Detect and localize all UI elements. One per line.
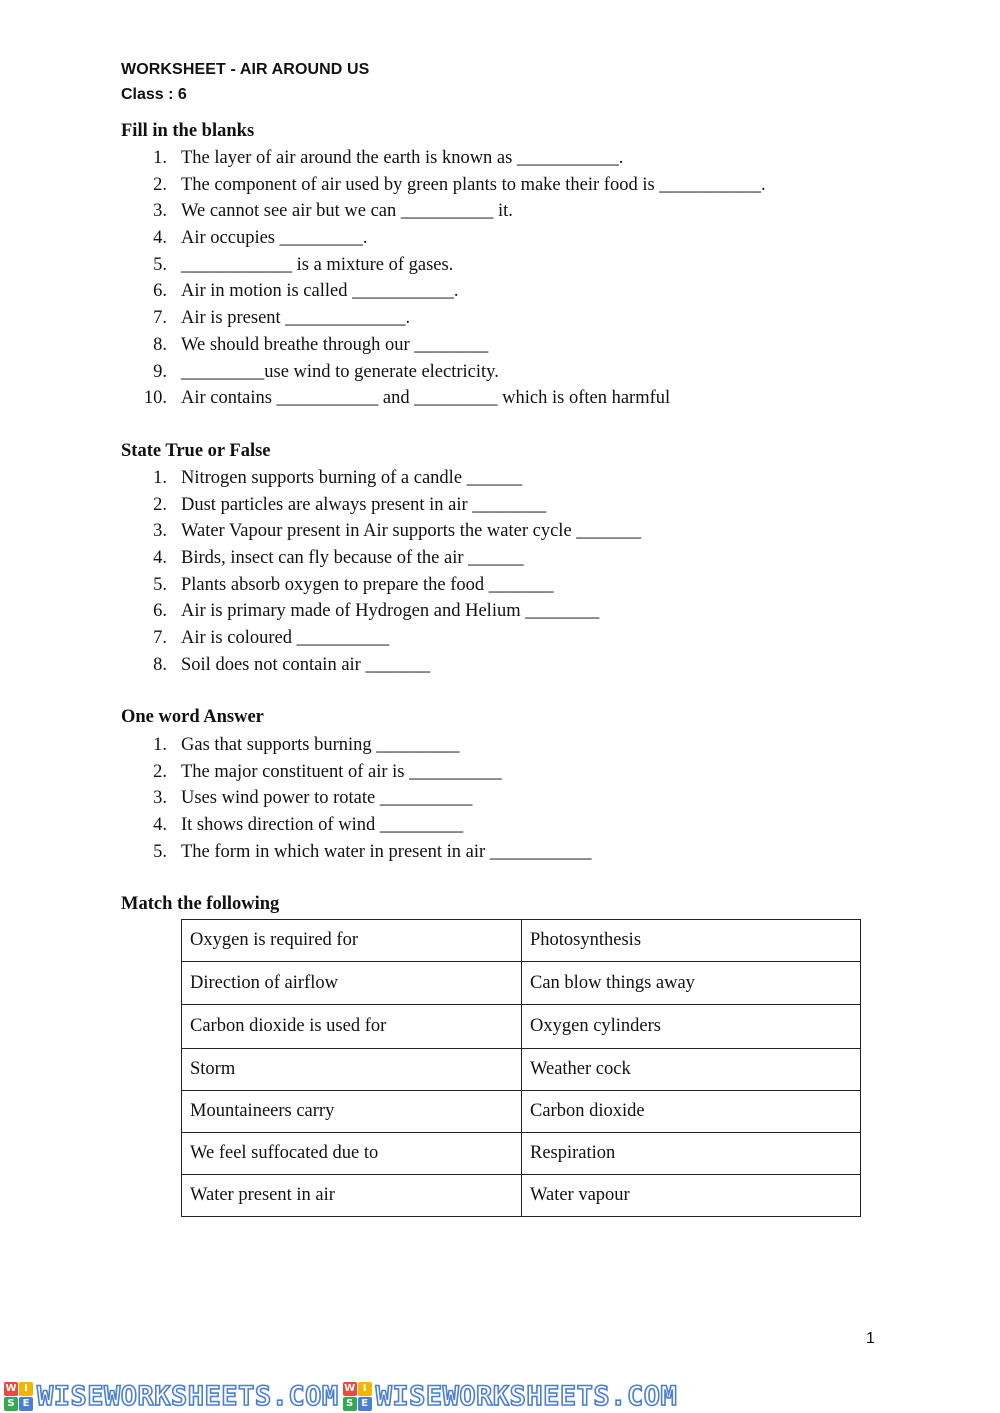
logo-tile: I <box>358 1382 372 1396</box>
match-row <box>182 1091 861 1133</box>
question-number: 5. <box>153 841 167 862</box>
question-number: 6. <box>153 601 167 622</box>
match-right-cell: Respiration <box>522 1133 861 1175</box>
question-number: 2. <box>153 174 167 195</box>
question-number: 6. <box>153 281 167 302</box>
question-text: The form in which water in present in air ___________ <box>181 841 592 862</box>
question-text: Soil does not contain air _______ <box>181 654 431 675</box>
question-number: 10. <box>143 388 167 409</box>
question-text: The layer of air around the earth is known as ___________. <box>181 148 624 168</box>
question-text: Air is primary made of Hydrogen and Helium ________ <box>181 601 600 622</box>
question-number: 1. <box>153 148 167 168</box>
question-text: Air is present _____________. <box>181 308 411 329</box>
logo-tile: S <box>4 1397 18 1411</box>
match-left-cell: We feel suffocated due to <box>182 1133 522 1175</box>
logo-tile: W <box>344 1383 356 1394</box>
question-number: 4. <box>153 228 167 249</box>
question-number: 8. <box>153 654 167 675</box>
match-row <box>182 1175 861 1217</box>
question-number: 7. <box>153 628 167 649</box>
question-number: 5. <box>153 574 167 595</box>
question-text: We should breathe through our ________ <box>181 334 489 355</box>
question-number: 8. <box>153 334 167 355</box>
match-right-cell: Can blow things away <box>522 962 861 1005</box>
match-row <box>182 1049 861 1091</box>
question-text: ____________ is a mixture of gases. <box>181 254 454 275</box>
page-number: 1 <box>866 1330 875 1347</box>
class-label: Class : 6 <box>121 86 187 103</box>
section-heading-one-word: One word Answer <box>121 707 264 727</box>
question-text: Nitrogen supports burning of a candle ______ <box>181 468 523 488</box>
brand-text: WISEWORKSHEETS.COM <box>375 1381 678 1412</box>
question-number: 4. <box>153 548 167 569</box>
question-number: 4. <box>153 815 167 836</box>
question-text: We cannot see air but we can __________ it. <box>181 201 513 222</box>
match-right-cell: Carbon dioxide <box>522 1091 861 1133</box>
question-text: Air is coloured __________ <box>181 628 390 649</box>
question-text: Dust particles are always present in air ________ <box>181 494 547 515</box>
match-row <box>182 920 861 962</box>
match-left-cell: Carbon dioxide is used for <box>182 1005 522 1049</box>
question-text: _________use wind to generate electricity. <box>181 361 499 382</box>
question-number: 7. <box>153 308 167 329</box>
question-number: 1. <box>153 735 167 755</box>
question-number: 2. <box>153 761 167 782</box>
brand-text: WISEWORKSHEETS.COM <box>37 1381 339 1412</box>
section-heading-match: Match the following <box>121 894 280 914</box>
question-text: The major constituent of air is __________ <box>181 761 502 782</box>
question-number: 2. <box>153 494 167 515</box>
question-text: Gas that supports burning _________ <box>181 735 460 755</box>
question-text: Air in motion is called ___________. <box>181 281 459 302</box>
question-text: Birds, insect can fly because of the air ______ <box>181 548 524 569</box>
brand-watermark-2 <box>343 1381 678 1412</box>
match-right-cell: Oxygen cylinders <box>522 1005 861 1049</box>
question-number: 1. <box>153 468 167 488</box>
worksheet-title: WORKSHEET - AIR AROUND US <box>121 61 370 78</box>
section-heading-true-false: State True or False <box>121 441 271 461</box>
section-heading-fill-blanks: Fill in the blanks <box>121 121 255 141</box>
question-text: The component of air used by green plants to make their food is ___________. <box>181 174 766 195</box>
question-text: It shows direction of wind _________ <box>181 815 464 836</box>
match-left-cell: Direction of airflow <box>182 962 522 1005</box>
match-right-cell: Water vapour <box>522 1175 861 1217</box>
question-number: 3. <box>153 201 167 222</box>
question-number: 9. <box>153 361 167 382</box>
match-row <box>182 962 861 1005</box>
logo-tile: E <box>358 1397 372 1411</box>
logo-tile: S <box>343 1397 357 1411</box>
match-left-cell: Water present in air <box>182 1175 522 1217</box>
question-text: Uses wind power to rotate __________ <box>181 788 473 809</box>
footer-banner <box>0 1380 1000 1413</box>
match-left-cell: Storm <box>182 1049 522 1091</box>
match-left-cell: Mountaineers carry <box>182 1091 522 1133</box>
question-text: Water Vapour present in Air supports the water cycle _______ <box>181 521 642 542</box>
brand-logo-icon <box>343 1382 372 1411</box>
match-left-cell: Oxygen is required for <box>182 920 522 962</box>
question-number: 5. <box>153 254 167 275</box>
question-number: 3. <box>153 521 167 542</box>
match-row <box>182 1005 861 1049</box>
match-right-cell: Photosynthesis <box>522 920 861 962</box>
logo-tile: I <box>19 1382 33 1396</box>
match-right-cell: Weather cock <box>522 1049 861 1091</box>
question-number: 3. <box>153 788 167 809</box>
logo-tile: W <box>5 1383 17 1394</box>
brand-watermark-1 <box>4 1381 339 1412</box>
question-text: Plants absorb oxygen to prepare the food _______ <box>181 574 554 595</box>
question-text: Air occupies _________. <box>181 228 368 249</box>
question-text: Air contains ___________ and _________ which is often harmful <box>181 388 671 409</box>
match-table <box>181 919 861 1217</box>
brand-logo-icon <box>4 1382 33 1411</box>
match-row <box>182 1133 861 1175</box>
logo-tile: E <box>19 1397 33 1411</box>
